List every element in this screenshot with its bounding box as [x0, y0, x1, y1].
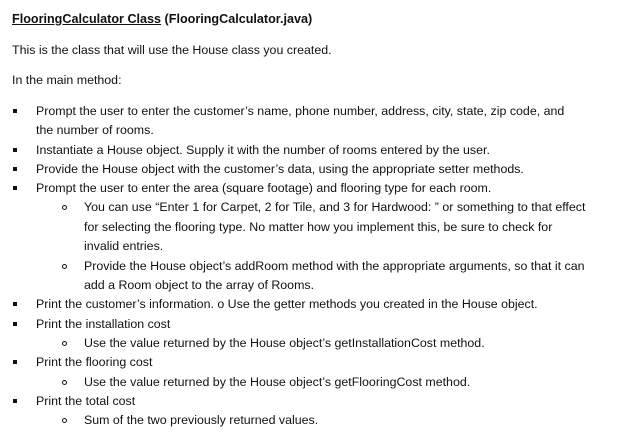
sub-item-line: Provide the House object’s addRoom method with the appropriate arguments, so that it can — [84, 259, 585, 273]
file-name: (FlooringCalculator.java) — [161, 12, 313, 26]
bullet-icon — [13, 360, 17, 364]
list-item-line: Print the total cost — [36, 394, 136, 408]
bullet-icon — [13, 109, 17, 113]
list-item-line: Print the flooring cost — [36, 355, 153, 369]
sub-bullet-icon — [62, 205, 67, 210]
sub-bullet-icon — [62, 264, 67, 269]
sub-bullet-icon — [62, 380, 67, 385]
list-item-line: Prompt the user to enter the area (square footage) and flooring type for each room. — [36, 181, 492, 195]
bullet-icon — [13, 167, 17, 171]
list-item-line: Prompt the user to enter the customer’s name, phone number, address, city, state, zip code, and — [36, 104, 565, 118]
sub-item-line: for selecting the flooring type. No matter how you implement this, be sure to check for — [84, 220, 553, 234]
sub-item-line: invalid entries. — [84, 239, 164, 253]
list-item-line: Provide the House object with the customer’s data, using the appropriate setter methods. — [36, 162, 524, 176]
sub-bullet-icon — [62, 418, 67, 423]
bullet-icon — [13, 148, 17, 152]
sub-item-line: Use the value returned by the House object’s getFlooringCost method. — [84, 375, 471, 389]
list-item-line: Print the customer’s information. o Use the getter methods you created in the House object. — [36, 297, 538, 311]
sub-item-line: Use the value returned by the House object’s getInstallationCost method. — [84, 336, 485, 350]
intro-paragraph: This is the class that will use the House class you created. — [12, 43, 332, 57]
sub-bullet-icon — [62, 341, 67, 346]
bullet-icon — [13, 322, 17, 326]
sub-item-line: add a Room object to the array of Rooms. — [84, 278, 315, 292]
sub-item-line: Sum of the two previously returned values. — [84, 413, 319, 427]
bullet-icon — [13, 399, 17, 403]
list-item-line: Instantiate a House object. Supply it with the number of rooms entered by the user. — [36, 143, 490, 157]
main-method-label: In the main method: — [12, 73, 122, 87]
bullet-icon — [13, 186, 17, 190]
bullet-icon — [13, 302, 17, 306]
document-heading — [12, 12, 312, 27]
class-name: FlooringCalculator Class — [12, 12, 162, 26]
list-item-line: the number of rooms. — [36, 123, 154, 137]
list-item-line: Print the installation cost — [36, 317, 171, 331]
sub-item-line: You can use “Enter 1 for Carpet, 2 for Tile, and 3 for Hardwood: ” or something to that effect — [84, 200, 586, 214]
